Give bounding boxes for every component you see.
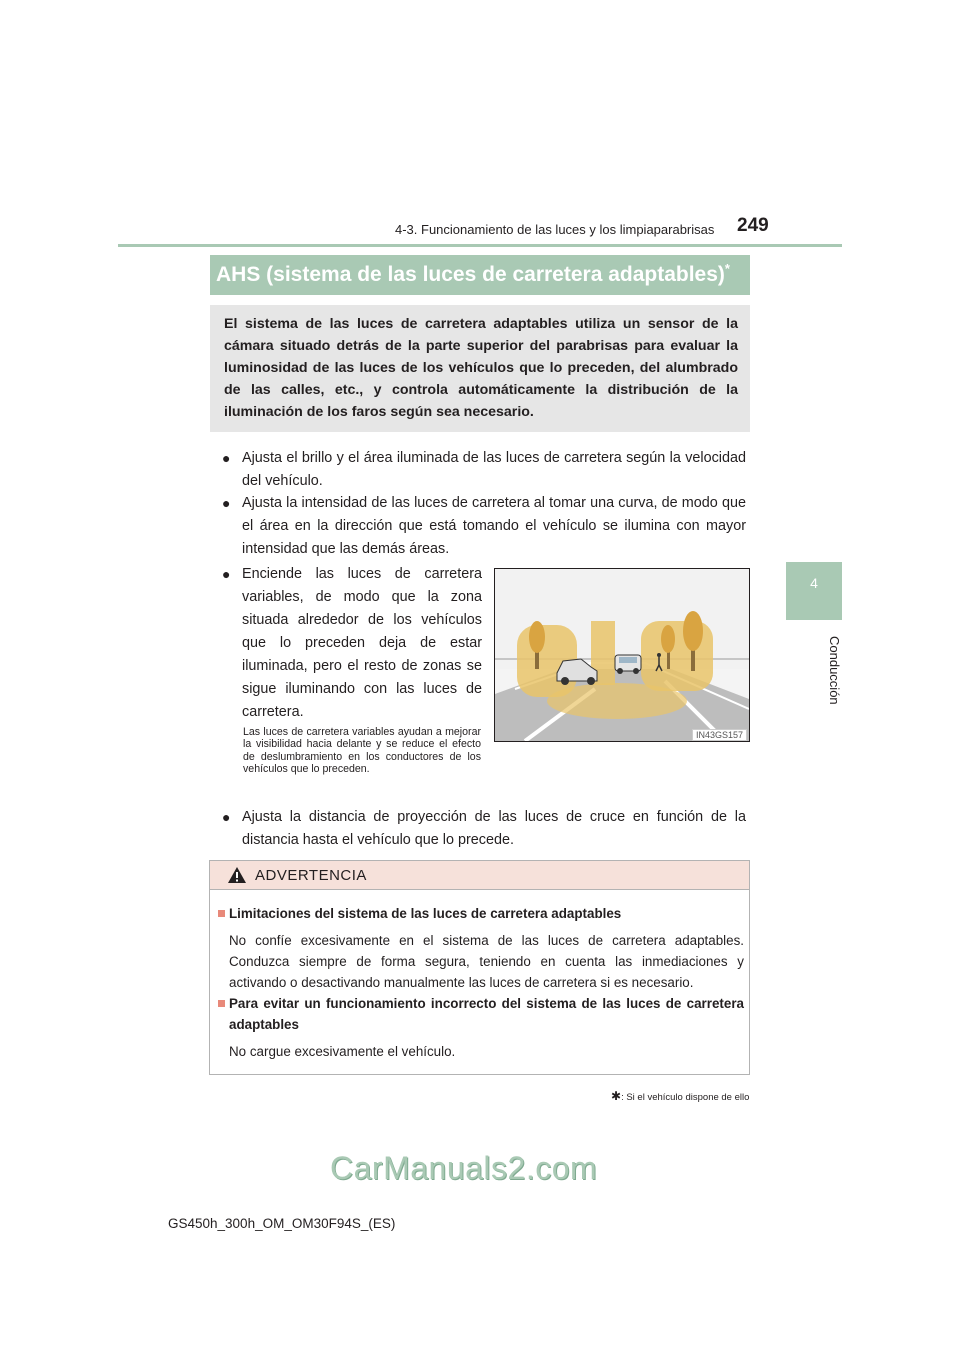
warning-item-title: Limitaciones del sistema de las luces de carretera adaptables [229,906,622,921]
section-title [210,255,750,295]
bullet-symbol: ● [222,495,231,511]
bullet-item [222,447,746,493]
watermark-logo: CarManuals2.com [330,1150,598,1186]
bullet-symbol: ● [222,809,231,825]
warning-bullet-square [218,910,225,917]
footnote-text: : Si el vehículo dispone de ello [621,1092,750,1103]
warning-item-body: No cargue excesivamente el vehículo. [229,1044,456,1059]
section-title-marker: * [724,261,730,276]
road-scene-illustration [495,569,749,741]
document-id: GS450h_300h_OM_OM30F94S_(ES) [168,1216,396,1231]
figure-code: IN43GS157 [692,729,747,741]
intro-box: El sistema de las luces de carretera adaptables utiliza un sensor de la cámara situado detrás de la parte superior del parabrisas para evaluar la luminosidad de las luces de los vehículos que lo preceden, del alumbrado de las calles, etc., y controla automáticamente la distribución de la iluminación de los faros según sea necesario. [210,305,750,432]
bullet-symbol: ● [222,566,231,582]
bullet-symbol: ● [222,450,231,466]
warning-bullet-square [218,1000,225,1007]
chapter-number: 4 [810,575,818,591]
bullet-item [222,806,746,852]
running-header-section: 4-3. Funcionamiento de las luces y los limpiaparabrisas [395,222,715,237]
warning-title: ADVERTENCIA [255,867,367,884]
figure-caption: Las luces de carretera variables ayudan a mejorar la visibilidad hacia delante y se reduce el efecto de deslumbramiento en los conductores de los vehículos que lo preceden. [243,726,481,775]
header-rule [118,244,842,247]
chapter-tab [786,562,842,620]
bullet-text: Ajusta el brillo y el área iluminada de las luces de carretera según la velocidad del vehículo. [242,450,746,489]
section-title-text: AHS (sistema de las luces de carretera adaptables) [216,263,725,286]
warning-item [218,993,744,1062]
bullet-item [222,563,482,724]
bullet-text: Ajusta la intensidad de las luces de carretera al tomar una curva, de modo que el área en la dirección que está tomando el vehículo se ilumina con mayor intensidad que las demás áreas. [242,495,746,557]
bullet-item [222,492,746,561]
warning-item-body: No confíe excesivamente en el sistema de las luces de carretera adaptables. Conduzca siempre de forma segura, teniendo en cuenta las inmediaciones y activando o desactivando manualmente las luces de carretera si es necesario. [229,933,744,990]
footnote-marker: ✱ [611,1089,622,1103]
warning-item-title: Para evitar un funcionamiento incorrecto del sistema de las luces de carretera adaptables [229,996,744,1032]
bullet-text: Ajusta la distancia de proyección de las luces de cruce en función de la distancia hasta el vehículo que lo precede. [242,809,746,848]
warning-item [218,903,744,993]
footnote [611,1089,749,1103]
warning-triangle-icon [227,866,247,889]
bullet-text: Enciende las luces de carretera variables, de modo que la zona situada alrededor de los vehículos que lo preceden deja de estar iluminada, pero el resto de zonas se sigue iluminando con las luces de carretera. [242,566,482,720]
page-number: 249 [737,215,769,236]
chapter-label: Conducción [827,635,842,705]
headlight-illustration [494,568,750,742]
